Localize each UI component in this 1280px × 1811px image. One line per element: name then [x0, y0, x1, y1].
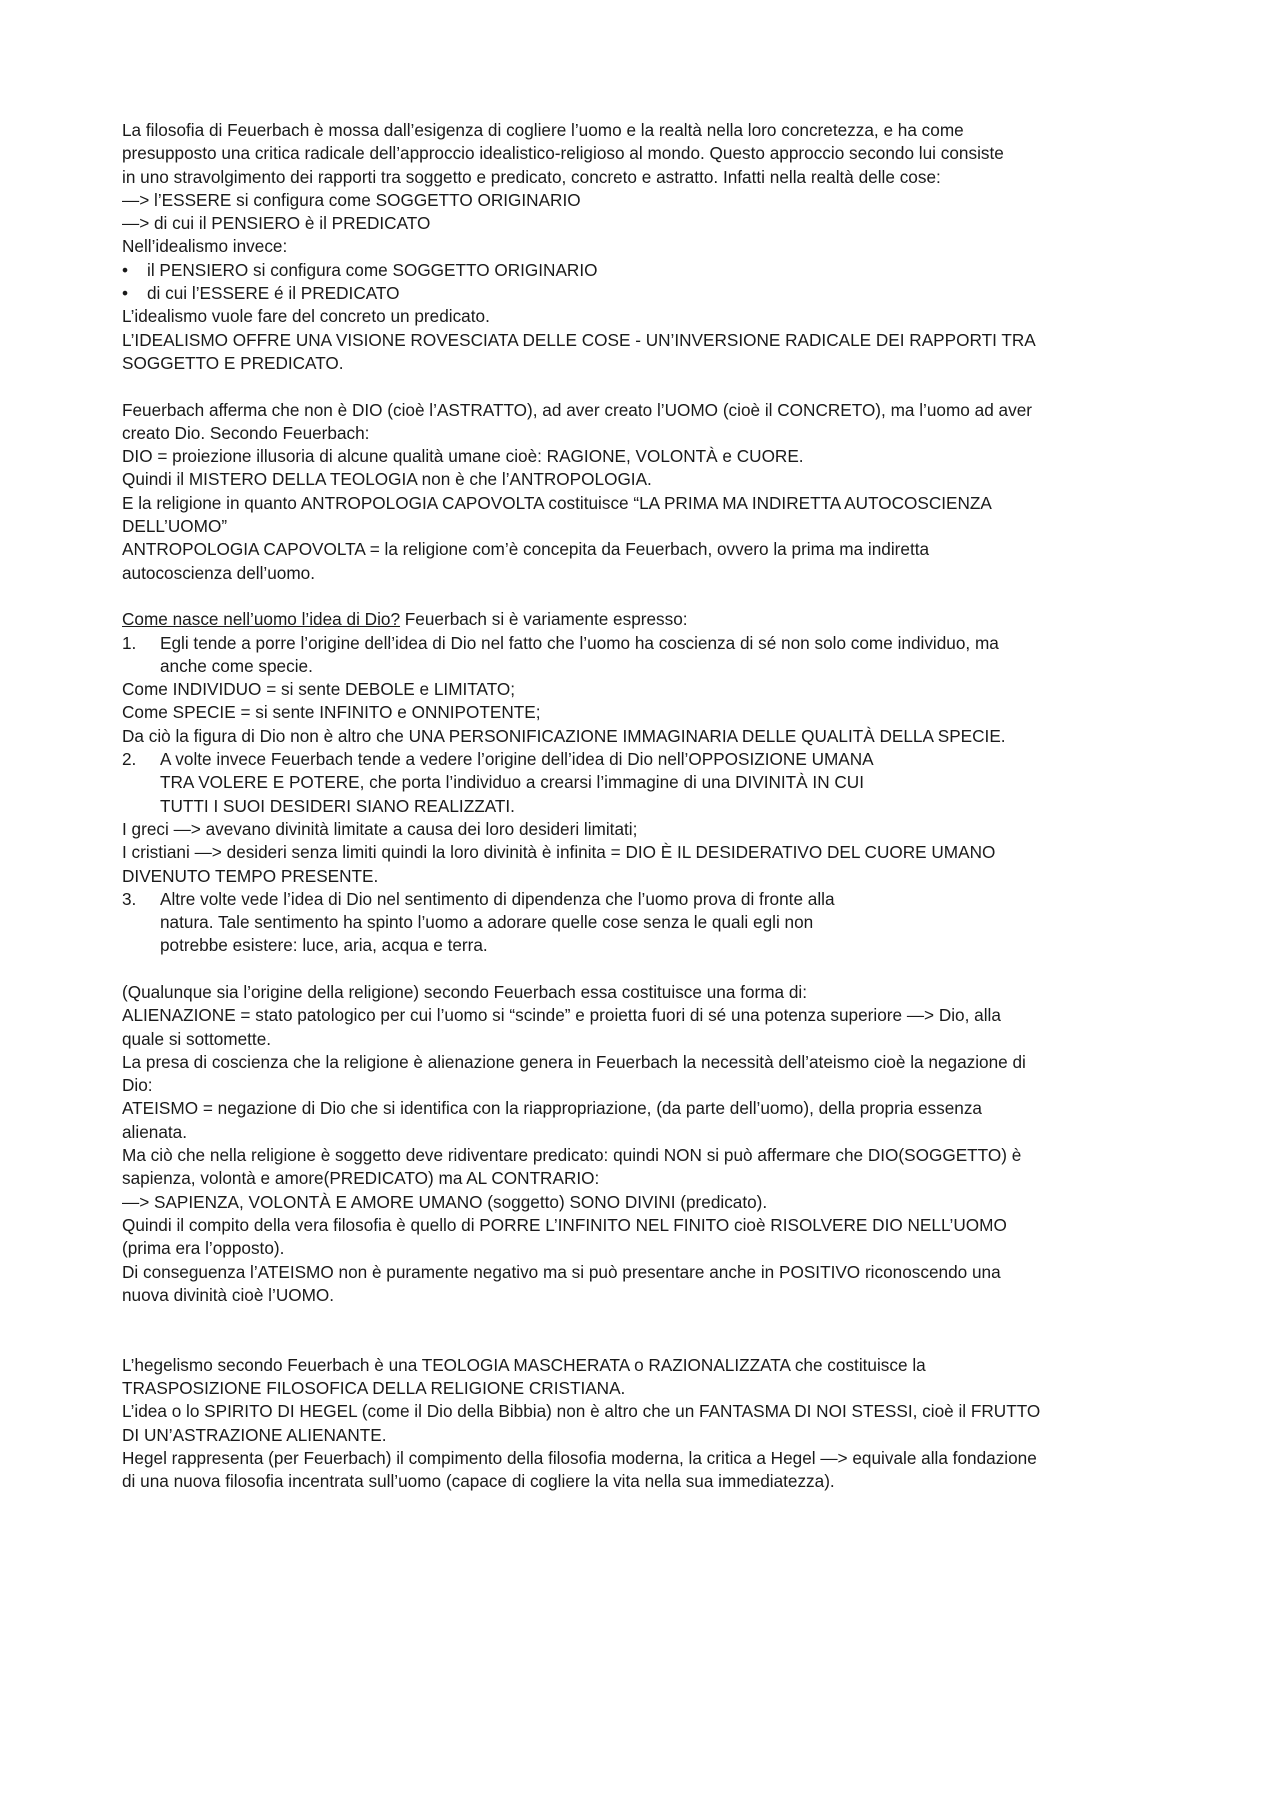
text-line: (Qualunque sia l’origine della religione) secondo Feuerbach essa costituisce una forma di: [122, 981, 808, 1002]
text-line: —> di cui il PENSIERO è il PREDICATO [122, 213, 431, 234]
numbered-text: A volte invece Feuerbach tende a vedere l’origine dell’idea di Dio nell’OPPOSIZIONE UMANA [160, 749, 874, 770]
numbered-text: Egli tende a porre l’origine dell’idea di Dio nel fatto che l’uomo ha coscienza di sé non solo come individuo, ma [160, 632, 999, 653]
text-line: sapienza, volontà e amore(PREDICATO) ma AL CONTRARIO: [122, 1168, 600, 1189]
text-line [122, 608, 1172, 631]
text-line: Dio: [122, 1075, 153, 1096]
text-line: L’idea o lo SPIRITO DI HEGEL (come il Dio della Bibbia) non è altro che un FANTASMA DI NOI STESSI, cioè il FRUTTO [122, 1401, 1041, 1422]
paragraph-origin-of-god [122, 608, 1172, 957]
paragraph-spacer [122, 958, 1172, 981]
bullet-text: di cui l’ESSERE é il PREDICATO [147, 283, 400, 304]
text-line: DI UN’ASTRAZIONE ALIENANTE. [122, 1424, 387, 1445]
number-marker: 3. [122, 888, 137, 909]
text-line: in uno stravolgimento dei rapporti tra soggetto e predicato, concreto e astratto. Infatti nella realtà delle cose: [122, 166, 941, 187]
text-line: L’idealismo vuole fare del concreto un predicato. [122, 306, 490, 327]
text-line: Come SPECIE = si sente INFINITO e ONNIPOTENTE; [122, 702, 541, 723]
text-line: Ma ciò che nella religione è soggetto deve ridiventare predicato: quindi NON si può affermare che DIO(SOGGETTO) è [122, 1145, 1022, 1166]
paragraph-spacer [122, 375, 1172, 398]
question-continuation: Feuerbach si è variamente espresso: [400, 609, 688, 630]
paragraph-idealism-critique [122, 119, 1172, 375]
paragraph-spacer [122, 1307, 1172, 1354]
text-line: alienata. [122, 1121, 187, 1142]
text-line: Quindi il compito della vera filosofia è quello di PORRE L’INFINITO NEL FINITO cioè RISOLVERE DIO NELL’UOMO [122, 1214, 1007, 1235]
numbered-text: Altre volte vede l’idea di Dio nel sentimento di dipendenza che l’uomo prova di fronte alla [160, 888, 835, 909]
text-line: Quindi il MISTERO DELLA TEOLOGIA non è che l’ANTROPOLOGIA. [122, 469, 652, 490]
text-line: DELL’UOMO” [122, 516, 228, 537]
numbered-continuation: TUTTI I SUOI DESIDERI SIANO REALIZZATI. [160, 795, 515, 816]
text-line: creato Dio. Secondo Feuerbach: [122, 422, 370, 443]
document-page [122, 119, 1172, 1494]
number-marker: 1. [122, 632, 137, 653]
text-line: di una nuova filosofia incentrata sull’uomo (capace di cogliere la vita nella sua immediatezza). [122, 1471, 835, 1492]
text-line: presupposto una critica radicale dell’approccio idealistico-religioso al mondo. Questo approccio secondo lui consiste [122, 143, 1004, 164]
text-line: DIO = proiezione illusoria di alcune qualità umane cioè: RAGIONE, VOLONTÀ e CUORE. [122, 446, 804, 467]
numbered-continuation: natura. Tale sentimento ha spinto l’uomo a adorare quelle cose senza le quali egli non [160, 912, 814, 933]
text-line: TRASPOSIZIONE FILOSOFICA DELLA RELIGIONE CRISTIANA. [122, 1378, 626, 1399]
paragraph-spacer [122, 585, 1172, 608]
numbered-item [122, 632, 1172, 655]
paragraph-alienation-atheism [122, 981, 1172, 1307]
text-line: Di conseguenza l’ATEISMO non è puramente negativo ma si può presentare anche in POSITIVO riconoscendo una [122, 1261, 1001, 1282]
text-line: I greci —> avevano divinità limitate a causa dei loro desideri limitati; [122, 818, 638, 839]
numbered-continuation: anche come specie. [160, 655, 313, 676]
text-line: (prima era l’opposto). [122, 1238, 285, 1259]
numbered-item [122, 748, 1172, 771]
text-line: La presa di coscienza che la religione è alienazione genera in Feuerbach la necessità dell’ateismo cioè la negazione di [122, 1051, 1026, 1072]
text-line: L’hegelismo secondo Feuerbach è una TEOLOGIA MASCHERATA o RAZIONALIZZATA che costituisce la [122, 1354, 926, 1375]
text-line: DIVENUTO TEMPO PRESENTE. [122, 865, 379, 886]
text-line: Come INDIVIDUO = si sente DEBOLE e LIMITATO; [122, 679, 516, 700]
text-line: ATEISMO = negazione di Dio che si identifica con la riappropriazione, (da parte dell’uomo), della propria essenza [122, 1098, 982, 1119]
bullet-marker: • [122, 259, 129, 280]
number-marker: 2. [122, 749, 137, 770]
text-line: quale si sottomette. [122, 1028, 272, 1049]
underlined-question: Come nasce nell’uomo l’idea di Dio? [122, 609, 401, 630]
text-line: —> l’ESSERE si configura come SOGGETTO ORIGINARIO [122, 189, 581, 210]
text-line: La filosofia di Feuerbach è mossa dall’esigenza di cogliere l’uomo e la realtà nella loro concretezza, e ha come [122, 120, 964, 140]
text-line: Feuerbach afferma che non è DIO (cioè l’ASTRATTO), ad aver creato l’UOMO (cioè il CONCRETO), ma l’uomo ad aver [122, 399, 1032, 420]
paragraph-anthropology [122, 399, 1172, 585]
bullet-text: il PENSIERO si configura come SOGGETTO ORIGINARIO [147, 259, 598, 280]
bullet-item [122, 282, 1172, 305]
text-line: —> SAPIENZA, VOLONTÀ E AMORE UMANO (soggetto) SONO DIVINI (predicato). [122, 1191, 768, 1212]
text-line: ANTROPOLOGIA CAPOVOLTA = la religione com’è concepita da Feuerbach, ovvero la prima ma indiretta [122, 539, 930, 560]
numbered-item [122, 888, 1172, 911]
text-line: SOGGETTO E PREDICATO. [122, 352, 344, 373]
text-line: nuova divinità cioè l’UOMO. [122, 1284, 335, 1305]
text-line: autocoscienza dell’uomo. [122, 562, 315, 583]
text-line: Nell’idealismo invece: [122, 236, 288, 257]
text-line: Da ciò la figura di Dio non è altro che UNA PERSONIFICAZIONE IMMAGINARIA DELLE QUALITÀ DELLA SPECIE. [122, 725, 1006, 746]
text-line: I cristiani —> desideri senza limiti quindi la loro divinità è infinita = DIO È IL DESIDERATIVO DEL CUORE UMANO [122, 842, 996, 863]
text-line: Hegel rappresenta (per Feuerbach) il compimento della filosofia moderna, la critica a Hegel —> equivale alla fondazione [122, 1447, 1037, 1468]
numbered-continuation: TRA VOLERE E POTERE, che porta l’individuo a crearsi l’immagine di una DIVINITÀ IN CUI [160, 772, 864, 793]
text-line: E la religione in quanto ANTROPOLOGIA CAPOVOLTA costituisce “LA PRIMA MA INDIRETTA AUTOCOSCIENZA [122, 492, 992, 513]
paragraph-hegelianism [122, 1354, 1172, 1494]
bullet-item [122, 259, 1172, 282]
bullet-marker: • [122, 283, 129, 304]
numbered-continuation: potrebbe esistere: luce, aria, acqua e terra. [160, 935, 488, 956]
text-line: L’IDEALISMO OFFRE UNA VISIONE ROVESCIATA DELLE COSE - UN’INVERSIONE RADICALE DEI RAPPORTI TRA [122, 329, 1036, 350]
text-line: ALIENAZIONE = stato patologico per cui l’uomo si “scinde” e proietta fuori di sé una potenza superiore —> Dio, alla [122, 1005, 1001, 1026]
